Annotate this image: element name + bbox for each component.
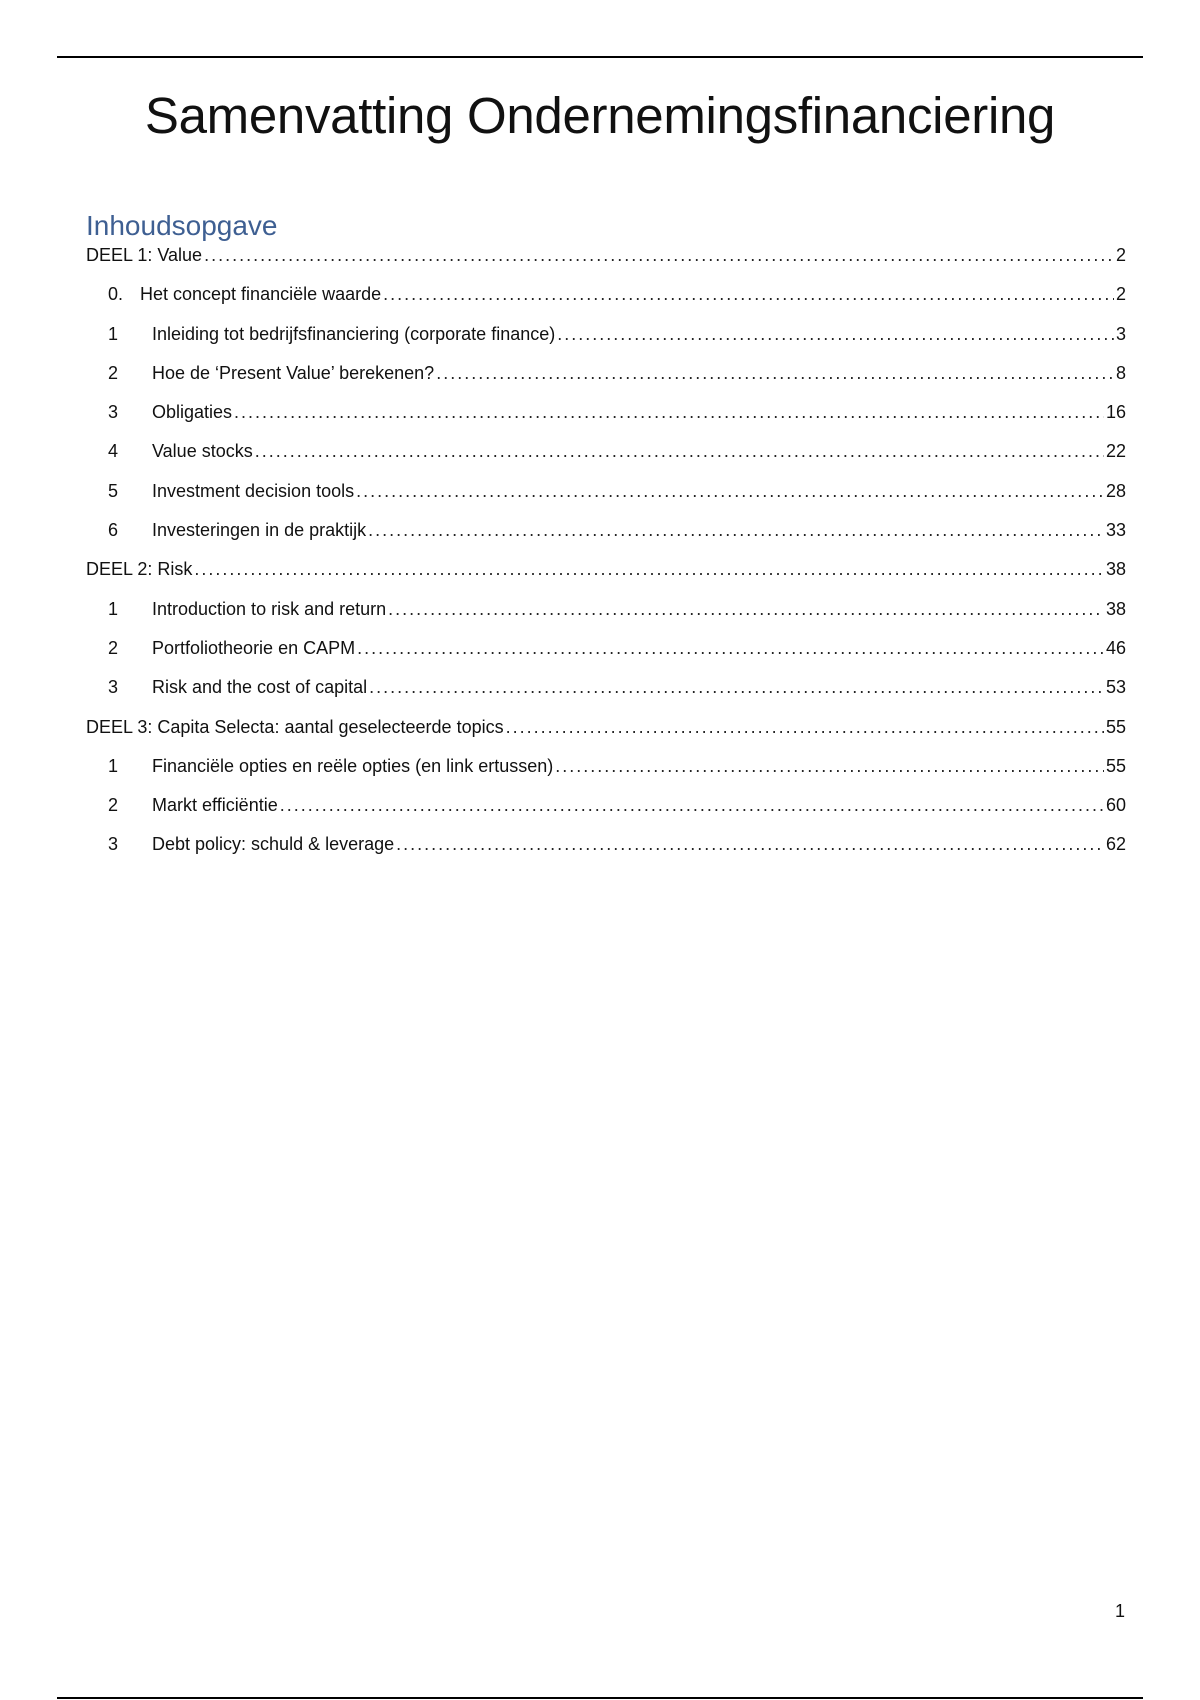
dot-leader [388, 599, 1104, 620]
toc-entry-page: 2 [1115, 245, 1126, 265]
toc-entry-page: 38 [1105, 559, 1126, 580]
toc-entry-number: 3 [108, 677, 119, 698]
dot-leader [255, 441, 1104, 462]
dot-leader [356, 481, 1104, 502]
page-number: 1 [1114, 1601, 1125, 1621]
toc-entry-part-2[interactable] [86, 559, 1126, 598]
dot-leader [555, 756, 1104, 777]
toc-entry-number: 1 [108, 755, 119, 776]
toc-entry-page: 55 [1105, 755, 1126, 776]
toc-entry-chapter[interactable] [86, 520, 1126, 559]
toc-entry-page: 22 [1105, 441, 1126, 462]
toc-entry-chapter[interactable] [86, 441, 1126, 480]
header-rule [57, 56, 1143, 58]
toc-entry-chapter[interactable] [86, 638, 1126, 677]
dot-leader [436, 363, 1114, 384]
toc-entry-label: Debt policy: schuld & leverage [152, 834, 395, 855]
dot-leader [194, 559, 1104, 580]
toc-entry-page: 62 [1105, 834, 1126, 855]
toc-entry-chapter[interactable] [86, 363, 1126, 402]
toc-entry-number: 1 [108, 598, 119, 619]
toc-entry-page: 33 [1105, 520, 1126, 541]
toc-entry-number: 4 [108, 441, 119, 462]
dot-leader [369, 677, 1104, 698]
dot-leader [368, 520, 1104, 541]
toc-entry-page: 3 [1115, 323, 1126, 344]
toc-entry-label: Introduction to risk and return [152, 598, 387, 619]
toc-entry-number: 2 [108, 362, 119, 383]
toc-entry-label: Risk and the cost of capital [152, 677, 368, 698]
dot-leader [506, 717, 1104, 738]
toc-entry-chapter[interactable] [86, 284, 1126, 323]
toc-entry-chapter[interactable] [86, 481, 1126, 520]
dot-leader [383, 284, 1114, 305]
toc-entry-number: 2 [108, 637, 119, 658]
toc-entry-page: 8 [1115, 362, 1126, 383]
document-title: Samenvatting Ondernemingsfinanciering [144, 87, 1056, 144]
dot-leader [357, 638, 1104, 659]
toc-entry-page: 38 [1105, 598, 1126, 619]
toc-entry-label: Markt efficiëntie [152, 795, 278, 816]
dot-leader [557, 324, 1114, 345]
toc-entry-chapter[interactable] [86, 834, 1126, 873]
toc-entry-label: Inleiding tot bedrijfsfinanciering (corporate finance) [152, 323, 556, 344]
toc-entry-label: Hoe de ‘Present Value’ berekenen? [152, 362, 435, 383]
toc-entry-number: 1 [108, 323, 119, 344]
toc-entry-chapter[interactable] [86, 795, 1126, 834]
toc-entry-chapter[interactable] [86, 677, 1126, 716]
toc-entry-label: Investment decision tools [152, 480, 355, 501]
toc-entry-label: DEEL 2: Risk [86, 559, 193, 580]
table-of-contents [86, 245, 1126, 874]
toc-entry-label: DEEL 3: Capita Selecta: aantal geselecteerde topics [86, 716, 504, 737]
dot-leader [396, 834, 1104, 855]
toc-entry-chapter[interactable] [86, 324, 1126, 363]
toc-entry-label: Het concept financiële waarde [140, 284, 382, 305]
toc-entry-number: 0. [108, 284, 124, 305]
toc-entry-chapter[interactable] [86, 599, 1126, 638]
dot-leader [280, 795, 1104, 816]
dot-leader [234, 402, 1104, 423]
toc-entry-page: 53 [1105, 677, 1126, 698]
toc-heading: Inhoudsopgave [86, 210, 278, 241]
toc-entry-label: Financiële opties en reële opties (en link ertussen) [152, 755, 554, 776]
toc-entry-page: 46 [1105, 637, 1126, 658]
toc-entry-number: 5 [108, 480, 119, 501]
toc-entry-number: 6 [108, 520, 119, 541]
toc-entry-label: Portfoliotheorie en CAPM [152, 637, 356, 658]
toc-entry-label: Value stocks [152, 441, 253, 462]
toc-entry-label: Investeringen in de praktijk [152, 520, 367, 541]
toc-entry-page: 2 [1115, 284, 1126, 305]
toc-entry-part-1[interactable] [86, 245, 1126, 284]
toc-entry-page: 55 [1105, 716, 1126, 737]
dot-leader [204, 245, 1114, 266]
toc-entry-label: DEEL 1: Value [86, 245, 203, 265]
toc-entry-number: 3 [108, 834, 119, 855]
toc-entry-chapter[interactable] [86, 402, 1126, 441]
toc-entry-page: 16 [1105, 402, 1126, 423]
toc-entry-number: 2 [108, 795, 119, 816]
footer-rule [57, 1697, 1143, 1699]
toc-entry-page: 60 [1105, 795, 1126, 816]
toc-entry-number: 3 [108, 402, 119, 423]
toc-entry-chapter[interactable] [86, 756, 1126, 795]
toc-entry-label: Obligaties [152, 402, 233, 423]
toc-entry-part-3[interactable] [86, 717, 1126, 756]
toc-entry-page: 28 [1105, 480, 1126, 501]
